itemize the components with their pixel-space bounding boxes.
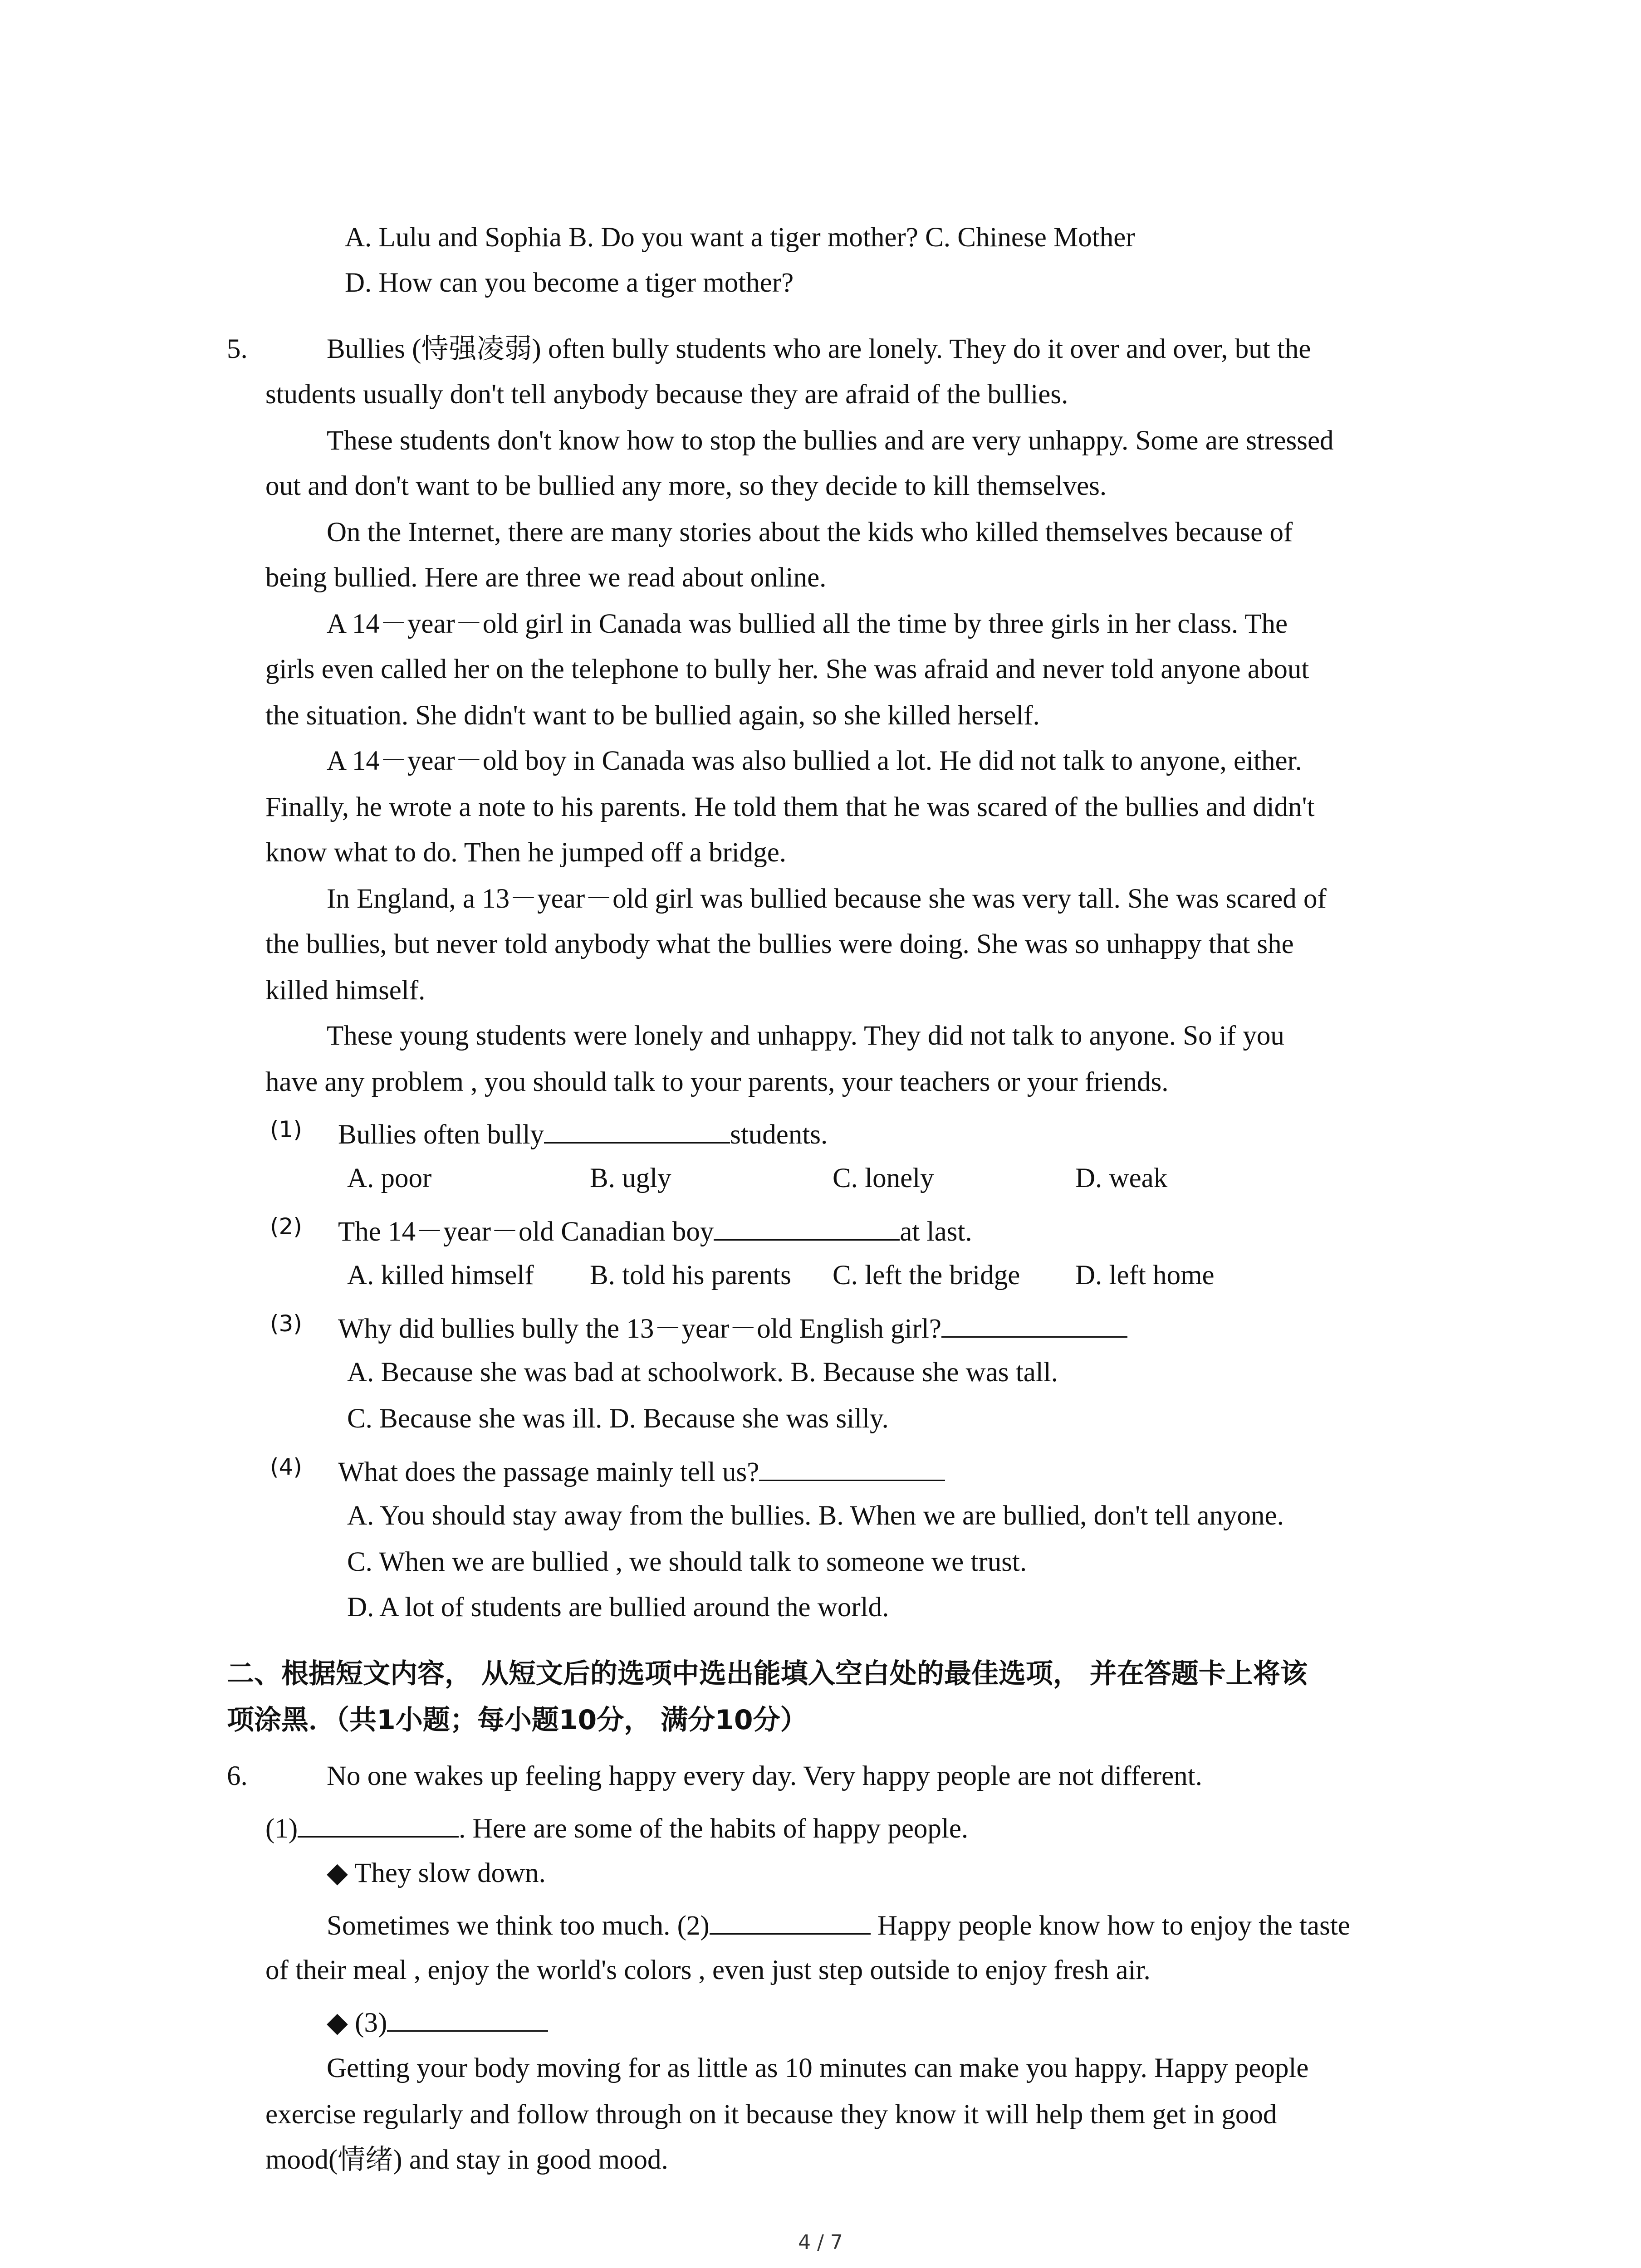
q5-passage-line: know what to do. Then he jumped off a bridge. [265,837,787,868]
q5-sub2-option-b: B. told his parents [590,1260,791,1290]
q5-passage-line: On the Internet, there are many stories about the kids who killed themselves because of [327,517,1293,547]
q6-bullet-2-label: ◆ (3) [327,2008,387,2038]
q6-line-4 [327,1906,1350,1944]
q5-sub1-stem [338,1115,828,1153]
q4-options-line-2: D. How can you become a tiger mother? [345,268,794,298]
q5-passage-line: girls even called her on the telephone to bully her. She was afraid and never told anyone about [265,654,1309,684]
q5-sub4-number: (4) [270,1454,302,1480]
q5-passage-line: out and don't want to be bullied any more, so they decide to kill themselves. [265,471,1107,501]
q5-sub3-stem-text: Why did bullies bully the 13－year－old English girl? [338,1314,941,1344]
q5-sub2-stem-end: at last. [900,1217,972,1247]
q6-line-9: mood(情绪) and stay in good mood. [265,2145,668,2175]
q5-passage-line: students usually don't tell anybody because they are afraid of the bullies. [265,379,1068,410]
q6-blank-2[interactable] [710,1906,871,1935]
section-2-heading-line-2: 项涂黑．（共1小题；每小题10分， 满分10分） [227,1704,808,1736]
q5-sub2-answer-blank[interactable] [714,1212,900,1241]
q5-sub4-options-line-1: A. You should stay away from the bullies. B. When we are bullied, don't tell anyone. [347,1501,1284,1531]
q5-sub1-stem-text: Bullies often bully [338,1119,544,1150]
q5-passage-line: Finally, he wrote a note to his parents. He told them that he was scared of the bullies and didn't [265,792,1315,822]
q5-passage-line: A 14－year－old girl in Canada was bullied all the time by three girls in her class. The [327,609,1288,639]
q5-sub3-options-line-2: C. Because she was ill. D. Because she was silly. [347,1403,889,1434]
q5-sub4-stem-text: What does the passage mainly tell us? [338,1457,759,1487]
q5-sub1-answer-blank[interactable] [544,1115,730,1144]
q6-bullet-2 [327,2003,548,2041]
q6-line-8: exercise regularly and follow through on it because they know it will help them get in good [265,2099,1277,2130]
q6-line-2 [265,1809,968,1847]
q6-blank-1-label: (1) [265,1813,298,1844]
q4-options-line-1: A. Lulu and Sophia B. Do you want a tiger mother? C. Chinese Mother [345,222,1135,253]
q5-sub3-answer-blank[interactable] [941,1309,1127,1338]
q5-passage-line: killed himself. [265,975,426,1006]
q5-sub4-options-line-2: C. When we are bullied , we should talk to someone we trust. [347,1547,1027,1577]
q6-bullet-1: ◆ They slow down. [327,1858,546,1888]
q5-sub3-stem [338,1309,1127,1347]
q6-line-4-text-b: Happy people know how to enjoy the taste [870,1911,1350,1941]
q6-blank-1[interactable] [298,1809,459,1838]
q5-passage-line: A 14－year－old boy in Canada was also bullied a lot. He did not talk to anyone, either. [327,746,1302,776]
q5-passage-line: These young students were lonely and unhappy. They did not talk to anyone. So if you [327,1021,1284,1051]
q6-line-5: of their meal , enjoy the world's colors , even just step outside to enjoy fresh air. [265,1955,1151,1985]
q5-sub3-number: (3) [270,1310,302,1337]
page-number: 4 / 7 [798,2231,843,2254]
q5-sub4-options-line-3: D. A lot of students are bullied around the world. [347,1592,889,1623]
q5-sub2-option-a: A. killed himself [347,1260,534,1290]
q5-sub1-option-b: B. ugly [590,1163,671,1193]
q6-blank-3[interactable] [387,2003,548,2032]
q6-line-7: Getting your body moving for as little as 10 minutes can make you happy. Happy people [327,2053,1309,2083]
q6-line-2-text: . Here are some of the habits of happy people. [459,1813,969,1844]
q5-sub1-option-a: A. poor [347,1163,432,1193]
q6-number: 6. [227,1761,248,1791]
q5-sub1-stem-end: students. [730,1119,828,1150]
q5-number: 5. [227,334,248,364]
q5-passage-line: being bullied. Here are three we read about online. [265,562,827,593]
q5-passage-line: the situation. She didn't want to be bullied again, so she killed herself. [265,700,1040,731]
q5-sub2-option-d: D. left home [1075,1260,1215,1290]
q5-sub3-options-line-1: A. Because she was bad at schoolwork. B. Because she was tall. [347,1357,1058,1388]
q5-sub2-stem [338,1212,972,1250]
q5-sub2-number: (2) [270,1213,302,1240]
q5-passage-line: In England, a 13－year－old girl was bullied because she was very tall. She was scared of [327,884,1327,914]
q5-sub1-option-c: C. lonely [833,1163,934,1193]
q6-line-4-text-a: Sometimes we think too much. (2) [327,1911,710,1941]
q5-sub4-answer-blank[interactable] [759,1452,945,1481]
q5-passage-line: the bullies, but never told anybody what the bullies were doing. She was so unhappy that she [265,929,1294,959]
section-2-heading-line-1: 二、根据短文内容， 从短文后的选项中选出能填入空白处的最佳选项， 并在答题卡上将该 [227,1658,1308,1690]
q6-line-1: No one wakes up feeling happy every day. Very happy people are not different. [327,1761,1202,1791]
q5-sub1-option-d: D. weak [1075,1163,1168,1193]
q5-sub1-number: (1) [270,1116,302,1143]
q5-sub2-stem-text: The 14－year－old Canadian boy [338,1217,714,1247]
q5-sub4-stem [338,1452,945,1491]
q5-passage-line: have any problem , you should talk to your parents, your teachers or your friends. [265,1067,1169,1097]
q5-sub2-option-c: C. left the bridge [833,1260,1020,1290]
q5-passage-line: These students don't know how to stop the bullies and are very unhappy. Some are stressed [327,425,1334,456]
q5-passage-line: Bullies (恃强凌弱) often bully students who are lonely. They do it over and over, but the [327,334,1311,364]
